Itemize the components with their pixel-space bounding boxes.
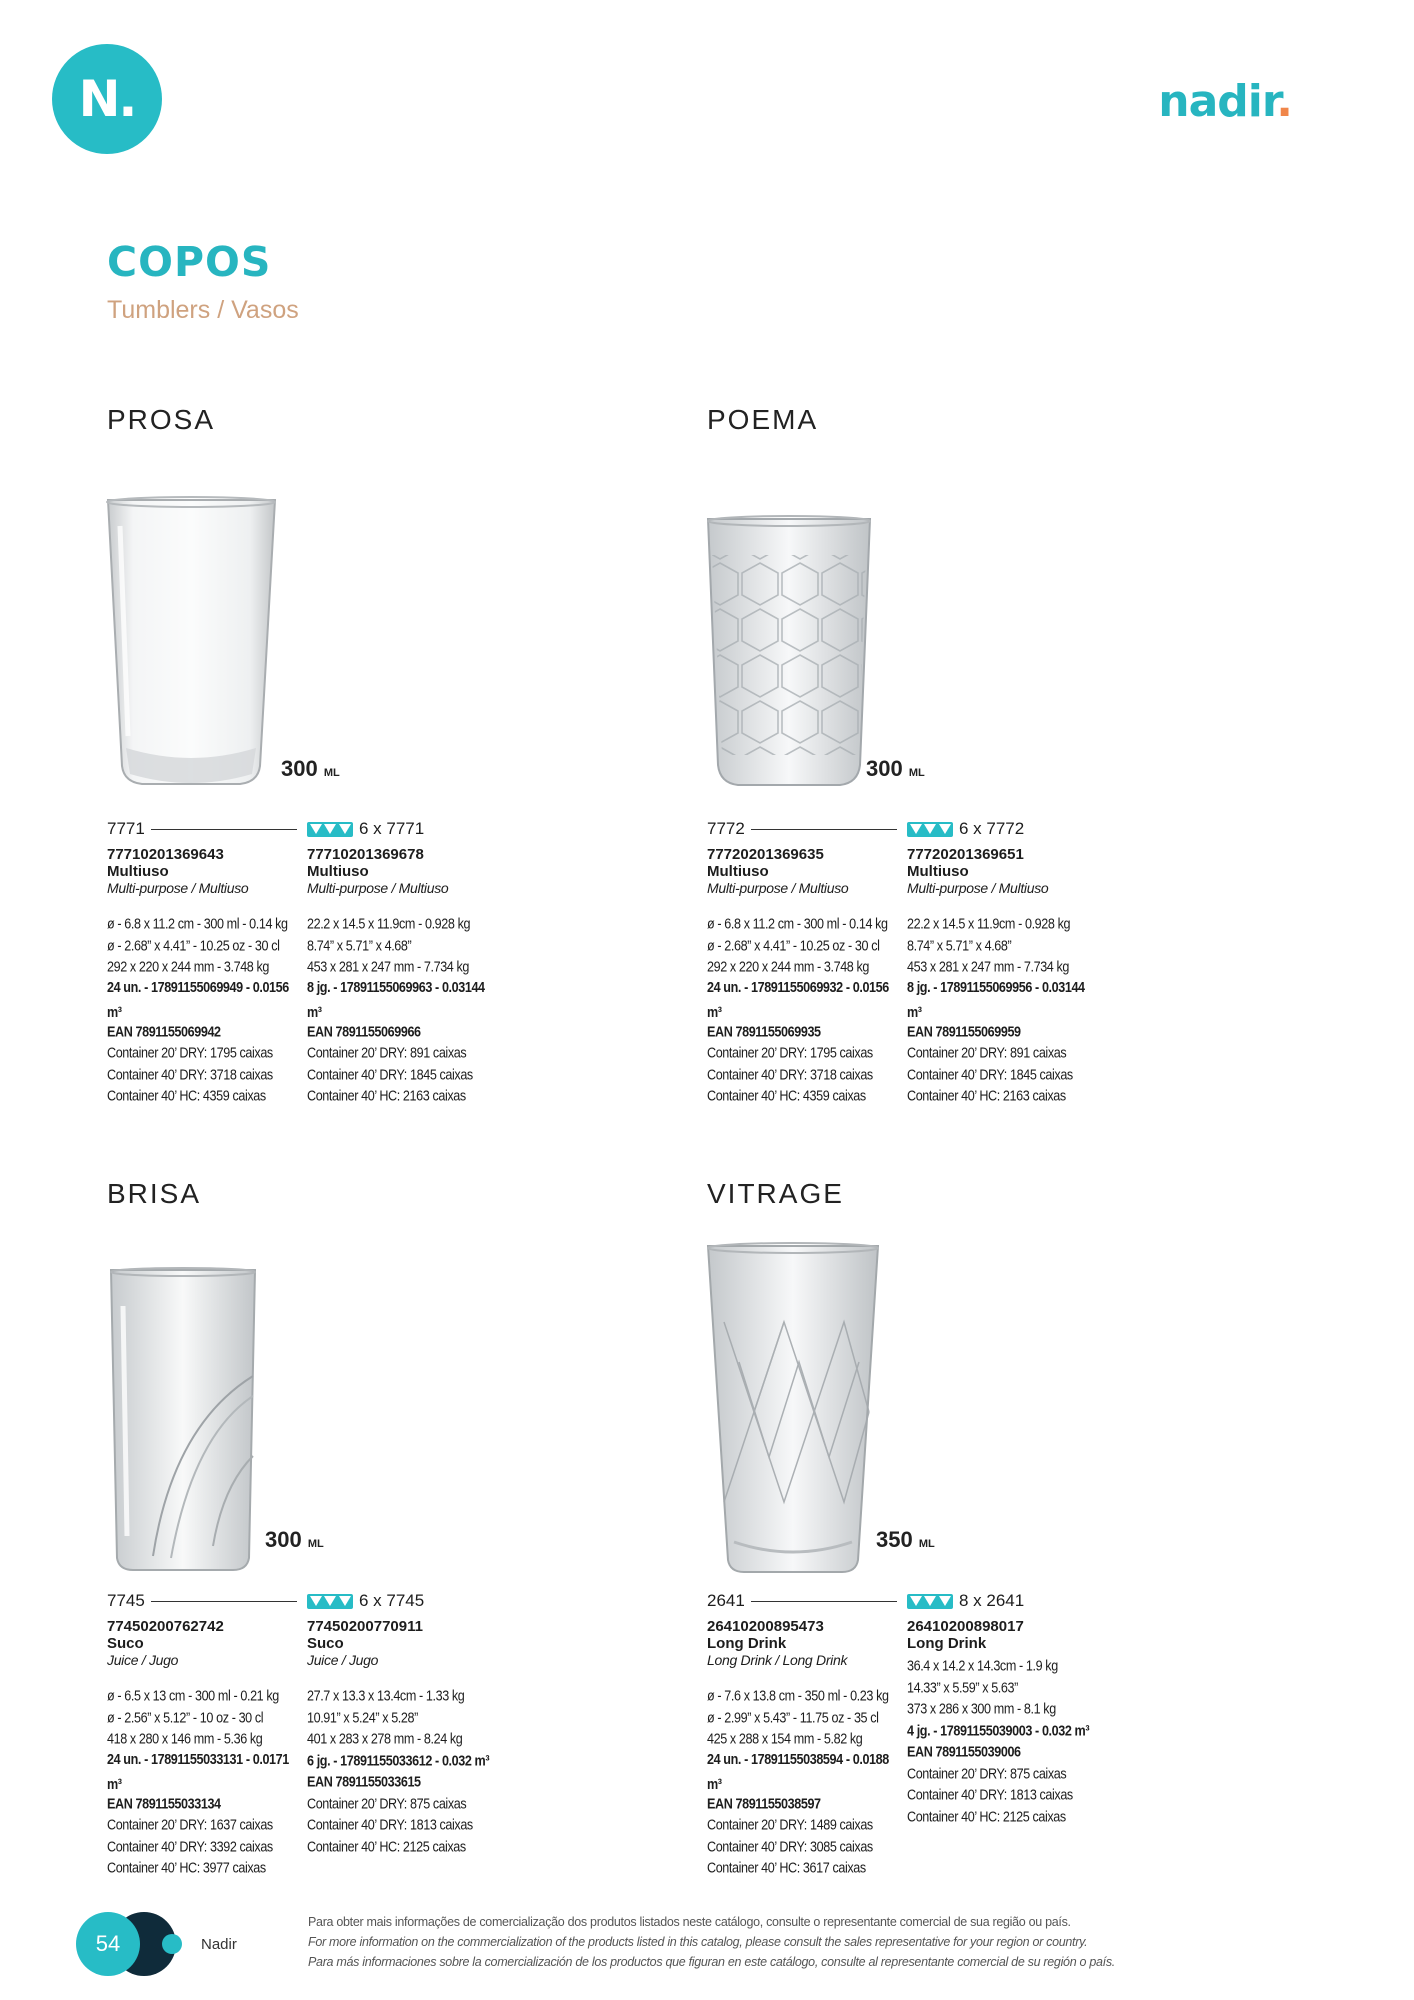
pack-label: 6 x 7745 [359,1591,425,1610]
product-pack-info [307,1590,497,1858]
use: Suco [307,1635,344,1652]
use: Multiuso [107,863,169,880]
spec-list: ø - 6.8 x 11.2 cm - 300 ml - 0.14 kg ø - 2.68” x 4.41” - 10.25 oz - 30 cl 292 x 220 x 244 mm - 3.748 kg 24 un. - 17891155069949 - 0.0156 m³ EAN 7891155069942 Container 20’ DRY: 1795 caixas Container 40’ DRY: 3718 caixas Container 40’ HC: 4359 caixas [107,915,289,1104]
poema-glass-image [700,515,880,791]
spec-list: ø - 6.8 x 11.2 cm - 300 ml - 0.14 kg ø - 2.68” x 4.41” - 10.25 oz - 30 cl 292 x 220 x 244 mm - 3.748 kg 24 un. - 17891155069932 - 0.0156 m³ EAN 7891155069935 Container 20’ DRY: 1795 caixas Container 40’ DRY: 3718 caixas Container 40’ HC: 4359 caixas [707,915,889,1104]
prosa-glass-image [100,496,290,791]
ean13: 26410200895473 [707,1618,824,1635]
use-subtitle: Multi-purpose / Multiuso [107,880,249,896]
footer-dot-icon [162,1934,182,1954]
product-pack-info [307,818,497,1108]
use-subtitle: Juice / Jugo [307,1652,379,1668]
use: Suco [107,1635,144,1652]
product-name: PROSA [107,404,216,435]
capacity-label: 300 ML [265,1527,324,1552]
product-name: VITRAGE [707,1178,844,1209]
use-subtitle: Long Drink / Long Drink [707,1652,848,1668]
brisa-glass-image [103,1266,263,1576]
ean13: 77450200770911 [307,1618,423,1635]
pack-label: 6 x 7772 [959,819,1025,838]
ean13: 77710201369643 [107,846,224,863]
page-number: 54 [76,1912,140,1976]
capacity-label: 350 ML [876,1527,935,1552]
ean13: 77720201369651 [907,846,1024,863]
product-pack-info [907,1590,1097,1828]
ean13: 77450200762742 [107,1618,224,1635]
footer-brand: Nadir [201,1936,237,1953]
product-single-info [707,818,897,1108]
product-code: 7771 [107,819,145,838]
ean13: 77710201369678 [307,846,424,863]
spec-list: ø - 6.5 x 13 cm - 300 ml - 0.21 kg ø - 2.56” x 5.12” - 10 oz - 30 cl 418 x 280 x 146 mm - 5.36 kg 24 un. - 17891155033131 - 0.0171 m³ EAN 7891155033134 Container 20’ DRY: 1637 caixas Container 40’ DRY: 3392 caixas Container 40’ HC: 3977 caixas [107,1687,289,1876]
capacity-label: 300 ML [281,756,340,781]
product-single-info [107,818,297,1108]
use: Multiuso [707,863,769,880]
spec-list: 27.7 x 13.3 x 13.4cm - 1.33 kg 10.91” x 5.24” x 5.28” 401 x 283 x 278 mm - 8.24 kg 6 jg. - 17891155033612 - 0.032 m³ EAN 7891155033615 Container 20’ DRY: 875 caixas Container 40’ DRY: 1813 caixas Container 40’ HC: 2125 caixas [307,1687,490,1855]
pack-icon [907,822,953,837]
product-single-info [707,1590,897,1880]
product-name: BRISA [107,1178,202,1209]
use-subtitle: Juice / Jugo [107,1652,179,1668]
use: Multiuso [307,863,369,880]
product-code: 7745 [107,1591,145,1610]
spec-list: 36.4 x 14.2 x 14.3cm - 1.9 kg 14.33” x 5.59” x 5.63” 373 x 286 x 300 mm - 8.1 kg 4 jg. - 17891155039003 - 0.032 m³ EAN 7891155039006 Container 20’ DRY: 875 caixas Container 40’ DRY: 1813 caixas Container 40’ HC: 2125 caixas [907,1657,1090,1825]
section-title: COPOS [107,238,272,286]
product-pack-info [907,818,1097,1108]
footer-disclaimer: Para obter mais informações de comercialização dos produtos listados neste catálogo, consulte o representante comercial de sua região ou país. For more information on the commercialization of the products listed in this catalog, please consult the sales representative for your region or country. Para más informaciones sobre la comercialización de los productos que figuran en este catálogo, consulte al representante comercial de su región o país. [308,1915,1115,1969]
pack-icon [307,1594,353,1609]
spec-list: 22.2 x 14.5 x 11.9cm - 0.928 kg 8.74” x 5.71” x 4.68” 453 x 281 x 247 mm - 7.734 kg 8 jg. - 17891155069956 - 0.03144 m³ EAN 7891155069959 Container 20’ DRY: 891 caixas Container 40’ DRY: 1845 caixas Container 40’ HC: 2163 caixas [907,915,1085,1104]
pack-icon [307,822,353,837]
ean13: 26410200898017 [907,1618,1024,1635]
use: Long Drink [907,1635,987,1652]
product-name: POEMA [707,404,819,435]
spec-list: 22.2 x 14.5 x 11.9cm - 0.928 kg 8.74” x 5.71” x 4.68” 453 x 281 x 247 mm - 7.734 kg 8 jg. - 17891155069963 - 0.03144 m³ EAN 7891155069966 Container 20’ DRY: 891 caixas Container 40’ DRY: 1845 caixas Container 40’ HC: 2163 caixas [307,915,485,1104]
product-code: 2641 [707,1591,745,1610]
product-code: 7772 [707,819,745,838]
use: Long Drink [707,1635,787,1652]
use: Multiuso [907,863,969,880]
nadir-brand-logo: nadir. [1158,76,1292,127]
use-subtitle: Multi-purpose / Multiuso [307,880,449,896]
nadir-logo-mark: N. [52,44,162,154]
use-subtitle: Multi-purpose / Multiuso [707,880,849,896]
capacity-label: 300 ML [866,756,925,781]
spec-list: ø - 7.6 x 13.8 cm - 350 ml - 0.23 kg ø - 2.99” x 5.43” - 11.75 oz - 35 cl 425 x 288 x 154 mm - 5.82 kg 24 un. - 17891155038594 - 0.0188 m³ EAN 7891155038597 Container 20’ DRY: 1489 caixas Container 40’ DRY: 3085 caixas Container 40’ HC: 3617 caixas [707,1687,889,1876]
pack-icon [907,1594,953,1609]
ean13: 77720201369635 [707,846,824,863]
use-subtitle: Multi-purpose / Multiuso [907,880,1049,896]
vitrage-glass-image [704,1242,884,1576]
section-subtitle: Tumblers / Vasos [107,296,299,324]
pack-label: 6 x 7771 [359,819,425,838]
product-single-info [107,1590,297,1880]
pack-label: 8 x 2641 [959,1591,1025,1610]
